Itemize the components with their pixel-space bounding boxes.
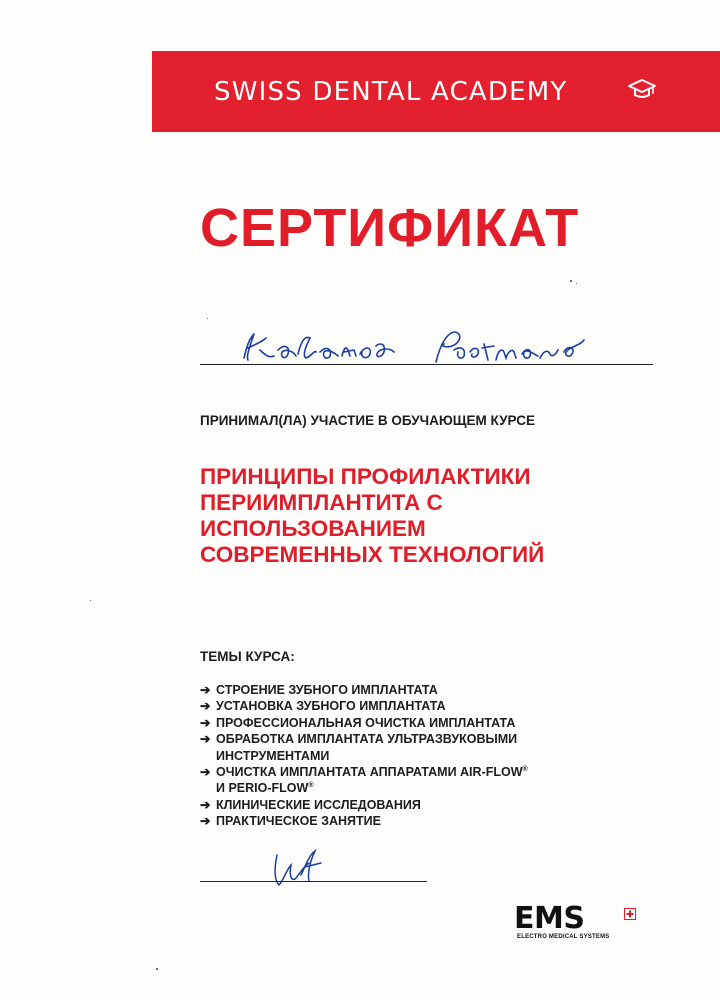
topic-item: ➔ КЛИНИЧЕСКИЕ ИССЛЕДОВАНИЯ bbox=[200, 797, 421, 812]
topic-item: ➔ УСТАНОВКА ЗУБНОГО ИМПЛАНТАТА bbox=[200, 699, 446, 714]
course-title bbox=[200, 464, 700, 568]
swiss-cross-icon bbox=[624, 908, 636, 920]
arrow-right-icon: ➔ bbox=[200, 732, 211, 747]
ems-logo-text: EMS bbox=[514, 901, 585, 936]
course-title-line: ПРИНЦИПЫ ПРОФИЛАКТИКИ bbox=[200, 464, 531, 489]
name-underline bbox=[200, 364, 653, 365]
certificate-title: СЕРТИФИКАТ bbox=[200, 198, 580, 258]
ems-logo bbox=[514, 901, 654, 946]
scan-speck bbox=[90, 600, 91, 601]
arrow-right-icon: ➔ bbox=[200, 814, 211, 829]
topic-item: ➔ ПРОФЕССИОНАЛЬНАЯ ОЧИСТКА ИМПЛАНТАТА bbox=[200, 715, 516, 730]
graduation-cap-icon bbox=[627, 77, 657, 99]
registered-mark: ® bbox=[308, 782, 314, 790]
topic-item: ➔ ПРАКТИЧЕСКОЕ ЗАНЯТИЕ bbox=[200, 814, 381, 829]
svg-text:Кабанов Ростислав: Кабанов Ростислав bbox=[240, 326, 250, 327]
registered-mark: ® bbox=[522, 765, 528, 773]
topic-item: ➔ ОЧИСТКА ИМПЛАНТАТА АППАРАТАМИ AIR-FLOW® И PERIO-FLOW® bbox=[200, 765, 528, 796]
scan-speck bbox=[570, 280, 572, 282]
topic-item: ➔ СТРОЕНИЕ ЗУБНОГО ИМПЛАНТАТА bbox=[200, 683, 438, 697]
course-title-line: СОВРЕМЕННЫХ ТЕХНОЛОГИЙ bbox=[200, 542, 545, 567]
arrow-right-icon: ➔ bbox=[200, 683, 211, 697]
scan-speck bbox=[156, 968, 158, 970]
signature-line bbox=[200, 881, 427, 882]
academy-banner bbox=[152, 51, 720, 132]
ems-logo-subtitle: ELECTRO MEDICAL SYSTEMS bbox=[517, 934, 610, 940]
topics-list bbox=[200, 682, 620, 830]
topics-heading: ТЕМЫ КУРСА: bbox=[200, 649, 295, 664]
instructor-signature bbox=[265, 845, 335, 890]
arrow-right-icon: ➔ bbox=[200, 715, 211, 730]
arrow-right-icon: ➔ bbox=[200, 765, 211, 780]
participant-name bbox=[240, 326, 610, 368]
scan-speck bbox=[576, 283, 577, 284]
topic-item: ➔ ОБРАБОТКА ИМПЛАНТАТА УЛЬТРАЗВУКОВЫМИ ИНСТРУМЕНТАМИ bbox=[200, 732, 518, 763]
arrow-right-icon: ➔ bbox=[200, 797, 211, 812]
academy-name: SWISS DENTAL ACADEMY bbox=[214, 77, 568, 107]
arrow-right-icon: ➔ bbox=[200, 699, 211, 714]
participation-text: ПРИНИМАЛ(ЛА) УЧАСТИЕ В ОБУЧАЮЩЕМ КУРСЕ bbox=[200, 413, 535, 428]
course-title-line: ПЕРИИМПЛАНТИТА С bbox=[200, 490, 443, 515]
scan-speck bbox=[207, 318, 208, 319]
course-title-line: ИСПОЛЬЗОВАНИЕМ bbox=[200, 516, 426, 541]
